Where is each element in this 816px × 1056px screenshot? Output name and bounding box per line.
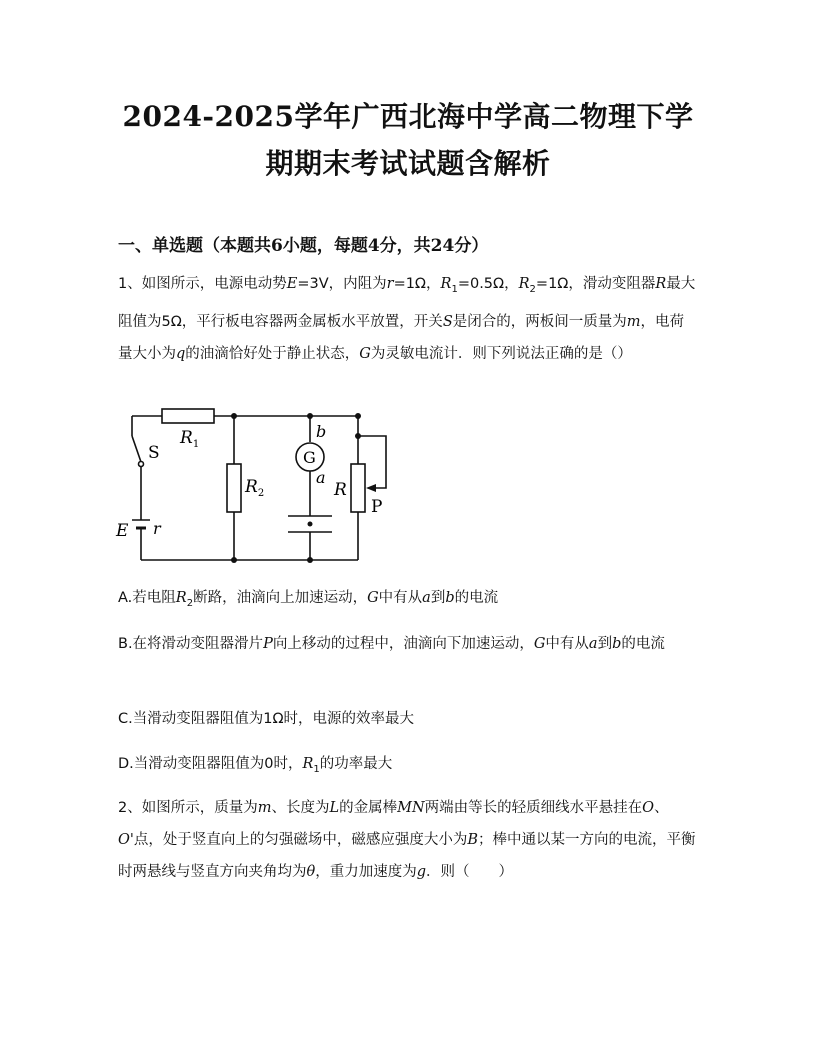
document-title-line1: 2024-2025学年广西北海中学高二物理下学 — [122, 100, 694, 133]
label-b: b — [316, 422, 327, 441]
question1-option-d: D.当滑动变阻器阻值为0时，$R_1$的功率最大 — [118, 756, 393, 775]
label-switch: S — [148, 443, 160, 463]
label-r1: $R_1$ — [180, 428, 200, 450]
label-galvanometer: G — [303, 448, 316, 467]
label-internal-r: r — [153, 519, 161, 538]
label-e: E — [116, 521, 129, 541]
circuit-diagram — [110, 400, 410, 570]
label-a: a — [316, 468, 326, 487]
question2-stem: 2、如图所示，质量为m、长度为L的金属棒MN两端由等长的轻质细线水平悬挂在O、O'点，处于竖直向上的匀强磁场中，磁感应强度大小为B；棒中通以某一方向的电流，平衡时两悬线与竖直方向夹角均为θ，重力加速度为g．则（ ） — [118, 800, 696, 880]
question1-option-b: B.在将滑动变阻器滑片P向上移动的过程中，油滴向下加速运动，G中有从a到b的电流 — [118, 636, 665, 652]
label-r2: $R_2$ — [245, 477, 265, 499]
section-heading: 一、单选题（本题共6小题，每题4分，共24分） — [118, 236, 489, 256]
question1-stem: 1、如图所示，电源电动势E=3V，内阻为r=1Ω，$R_1=0.5\Omega$，$R_2=1\Omega$，滑动变阻器R最大阻值为5Ω，平行板电容器两金属板水平放置，开关S是闭合的，两板间一质量为m，电荷量大小为q的油滴恰好处于静止状态，G为灵敏电流计．则下列说法正确的是（） — [118, 276, 696, 362]
question1-option-c: C.当滑动变阻器阻值为1Ω时，电源的效率最大 — [118, 711, 415, 727]
document-title-line2: 期期末考试试题含解析 — [265, 147, 551, 180]
label-p: P — [371, 497, 383, 517]
question1-option-a: A.若电阻$R_2$断路，油滴向上加速运动，G中有从a到b的电流 — [118, 590, 499, 609]
label-r: R — [334, 480, 347, 500]
